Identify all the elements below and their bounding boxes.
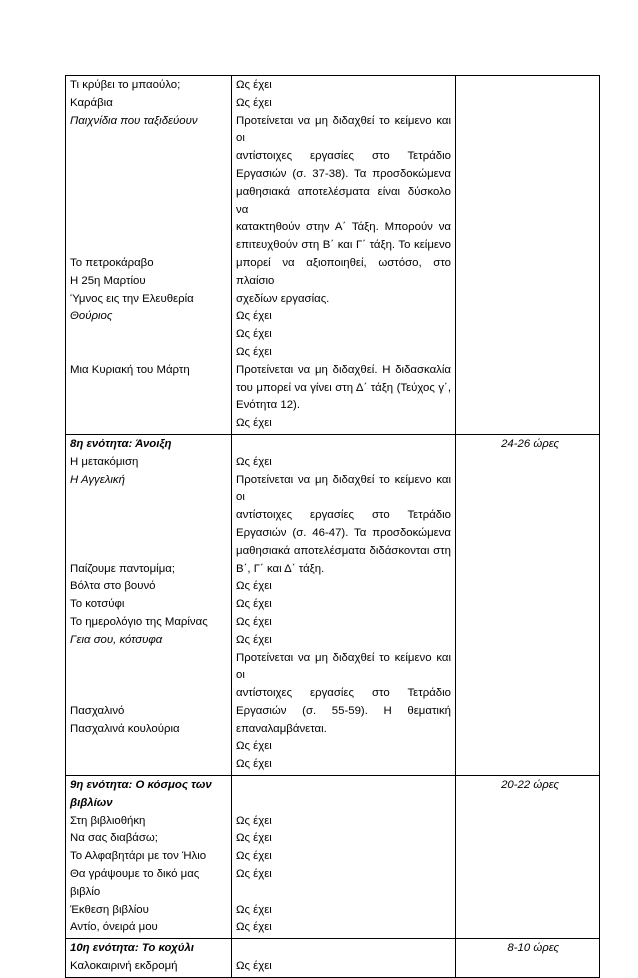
text-line: Ως έχει [236, 580, 272, 593]
blank-line [70, 326, 227, 344]
note-cell [232, 776, 456, 939]
text-line: Ως έχει [236, 615, 272, 628]
hours-cell [456, 434, 600, 775]
text-line: μπορεί να αξιοποιηθεί, ωστόσο, στο πλαίσιο [236, 256, 451, 287]
blank-line [70, 344, 227, 362]
text-line: Ως έχει [236, 310, 272, 323]
lesson-note [236, 578, 451, 596]
text-line: Το πετροκάραβο [70, 256, 154, 269]
lesson-title [70, 561, 227, 579]
text-line: επιτευχθούν στη Β΄ και Γ΄ τάξη. Το κείμενο [236, 239, 451, 252]
text-line: 10η ενότητα: Το κοχύλι [70, 942, 194, 955]
text-line: Η μετακόμιση [70, 455, 139, 468]
text-line: Να σας διαβάσω; [70, 832, 158, 845]
lesson-title [70, 596, 227, 614]
lesson-note [236, 919, 451, 937]
text-line: μαθησιακά αποτελέσματα διδάσκονται στη [236, 544, 451, 557]
blank-line [236, 777, 451, 795]
lesson-note [236, 415, 451, 433]
lesson-title [70, 578, 227, 596]
lesson-note [236, 472, 451, 579]
lesson-title [70, 919, 227, 937]
text-line: Έκθεση βιβλίου [70, 903, 149, 916]
text-line: Ως έχει [236, 868, 272, 881]
blank-line [70, 543, 227, 561]
curriculum-table-body [66, 76, 600, 978]
lesson-note [236, 326, 451, 344]
lesson-title [70, 255, 227, 273]
blank-line [70, 148, 227, 166]
text-line: Ως έχει [236, 960, 272, 973]
text-line: Τι κρύβει το μπαούλο; [70, 79, 181, 91]
text-line: Ως έχει [236, 345, 272, 358]
text-line: αντίστοιχες εργασίες στο Τετράδιο [236, 509, 451, 522]
text-line: Θα γράψουμε το δικό μας [70, 868, 200, 881]
lesson-title [70, 308, 227, 361]
blank-line [70, 507, 227, 525]
blank-line [70, 130, 227, 148]
text-line: Προτείνεται να μη διδαχθεί το κείμενο και οι [236, 473, 451, 504]
text-line: Βόλτα στο βουνό [70, 580, 156, 593]
hours-cell [456, 76, 600, 435]
curriculum-table [65, 75, 600, 978]
text-line: Ως έχει [236, 832, 272, 845]
text-line: επαναλαμβάνεται. [236, 722, 327, 735]
unit-hours: 24-26 ώρες [501, 437, 559, 450]
text-line: Πασχαλινό [70, 704, 125, 717]
section-row [66, 939, 600, 978]
lesson-cell [66, 76, 232, 435]
lesson-title [70, 703, 227, 721]
text-line: Εργασιών (σ. 37-38). Τα προσδοκώμενα [236, 167, 451, 180]
lesson-title [70, 721, 227, 739]
text-line: Το κοτσύφι [70, 598, 125, 611]
blank-line [70, 237, 227, 255]
text-line: αντίστοιχες εργασίες στο Τετράδιο [236, 150, 451, 163]
section-row [66, 776, 600, 939]
text-line: 9η ενότητα: Ο κόσμος των [70, 779, 212, 792]
lesson-title [70, 362, 227, 380]
lesson-note [236, 902, 451, 920]
text-line: Ως έχει [236, 598, 272, 611]
unit-hours: 8-10 ώρες [507, 942, 559, 955]
blank-line [70, 202, 227, 220]
lesson-title [70, 273, 227, 291]
lesson-title [70, 291, 227, 309]
text-line: Ως έχει [236, 850, 272, 863]
text-line: Ως έχει [236, 740, 272, 753]
lesson-note [236, 958, 451, 976]
lesson-note [236, 95, 451, 113]
lesson-title [70, 454, 227, 472]
lesson-note [236, 344, 451, 362]
text-line: βιβλίων [70, 796, 113, 809]
unit-hours: 20-22 ώρες [501, 779, 559, 792]
text-line: Παίζουμε παντομίμα; [70, 562, 176, 575]
text-line: Προτείνεται να μη διδαχθεί το κείμενο και οι [236, 651, 451, 682]
blank-line [70, 489, 227, 507]
lesson-note [236, 614, 451, 632]
text-line: Καράβια [70, 96, 113, 109]
lesson-note [236, 632, 451, 650]
blank-line [70, 525, 227, 543]
lesson-note [236, 308, 451, 326]
text-line: Ως έχει [236, 328, 272, 341]
text-line: Καλοκαιρινή εκδρομή [70, 960, 178, 973]
lesson-title [70, 866, 227, 902]
text-line: Εργασιών (σ. 55-59). Η θεματική [236, 704, 451, 717]
text-line: Το Αλφαβητάρι με τον Ήλιο [70, 850, 207, 863]
text-line: Προτείνεται να μη διδαχθεί το κείμενο και οι [236, 114, 451, 145]
hours-cell [456, 939, 600, 978]
text-line: Μια Κυριακή του Μάρτη [70, 363, 190, 376]
text-line: Ως έχει [236, 455, 272, 468]
blank-line [70, 685, 227, 703]
blank-line [70, 219, 227, 237]
blank-line [236, 884, 451, 902]
lesson-title [70, 614, 227, 632]
text-line: Ως έχει [236, 633, 272, 646]
text-line: Γεια σου, κότσυφα [70, 633, 163, 646]
text-line: Ως έχει [236, 814, 272, 827]
text-line: Παιχνίδια που ταξιδεύουν [70, 114, 198, 127]
text-line: κατακτηθούν στην Α΄ Τάξη. Μπορούν να [236, 221, 451, 234]
lesson-note [236, 454, 451, 472]
blank-line [70, 667, 227, 685]
lesson-cell [66, 939, 232, 978]
hours-cell [456, 776, 600, 939]
lesson-title [70, 848, 227, 866]
note-cell [232, 939, 456, 978]
text-line: Θούριος [70, 310, 113, 323]
text-line: Εργασιών (σ. 46-47). Τα προσδοκώμενα [236, 526, 451, 539]
text-line: Στη βιβλιοθήκη [70, 814, 146, 827]
blank-line [70, 650, 227, 668]
lesson-note [236, 738, 451, 756]
text-line: Πασχαλινά κουλούρια [70, 722, 180, 735]
note-cell [232, 76, 456, 435]
text-line: Ως έχει [236, 903, 272, 916]
lesson-title [70, 958, 227, 976]
lesson-note [236, 596, 451, 614]
blank-line [70, 166, 227, 184]
lesson-note [236, 113, 451, 309]
text-line: Προτείνεται να μη διδαχθεί. Η διδασκαλία [236, 363, 451, 376]
lesson-cell [66, 434, 232, 775]
lesson-title [70, 902, 227, 920]
text-line: Ως έχει [236, 96, 272, 109]
lesson-title [70, 95, 227, 113]
blank-line [236, 940, 451, 958]
lesson-cell [66, 776, 232, 939]
blank-line [70, 184, 227, 202]
text-line: αντίστοιχες εργασίες στο Τετράδιο [236, 687, 451, 700]
text-line: Β΄, Γ΄ και Δ΄ τάξη. [236, 562, 325, 575]
text-line: Το ημερολόγιο της Μαρίνας [70, 615, 208, 628]
lesson-note [236, 866, 451, 902]
text-line: Ενότητα 12). [236, 399, 301, 412]
lesson-title [70, 113, 227, 255]
text-line: Ως έχει [236, 758, 272, 771]
lesson-title [70, 830, 227, 848]
lesson-title [70, 472, 227, 561]
blank-line [236, 436, 451, 454]
blank-line [236, 795, 451, 813]
text-line: Αντίο, όνειρά μου [70, 921, 158, 934]
lesson-note [236, 756, 451, 774]
lesson-title [70, 813, 227, 831]
text-line: μαθησιακά αποτελέσματα είναι δύσκολο να [236, 185, 451, 216]
text-line: βιβλίο [70, 885, 101, 898]
lesson-title [70, 77, 227, 95]
note-cell [232, 434, 456, 775]
lesson-note [236, 362, 451, 415]
text-line: του μπορεί να γίνει στη Δ΄ τάξη (Τεύχος γ΄, [236, 381, 451, 394]
text-line: Η 25η Μαρτίου [70, 274, 146, 287]
text-line: Ως έχει [236, 79, 272, 91]
text-line: σχεδίων εργασίας. [236, 292, 330, 305]
text-line: Η Αγγελική [70, 473, 125, 486]
text-line: Ως έχει [236, 417, 272, 430]
lesson-title [70, 632, 227, 703]
text-line: Ύμνος εις την Ελευθερία [70, 292, 194, 305]
lesson-note [236, 830, 451, 848]
section-row [66, 76, 600, 435]
text-line: 8η ενότητα: Άνοιξη [70, 437, 172, 450]
lesson-note [236, 813, 451, 831]
lesson-note [236, 77, 451, 95]
section-row [66, 434, 600, 775]
text-line: Ως έχει [236, 921, 272, 934]
lesson-note [236, 848, 451, 866]
lesson-note [236, 650, 451, 739]
